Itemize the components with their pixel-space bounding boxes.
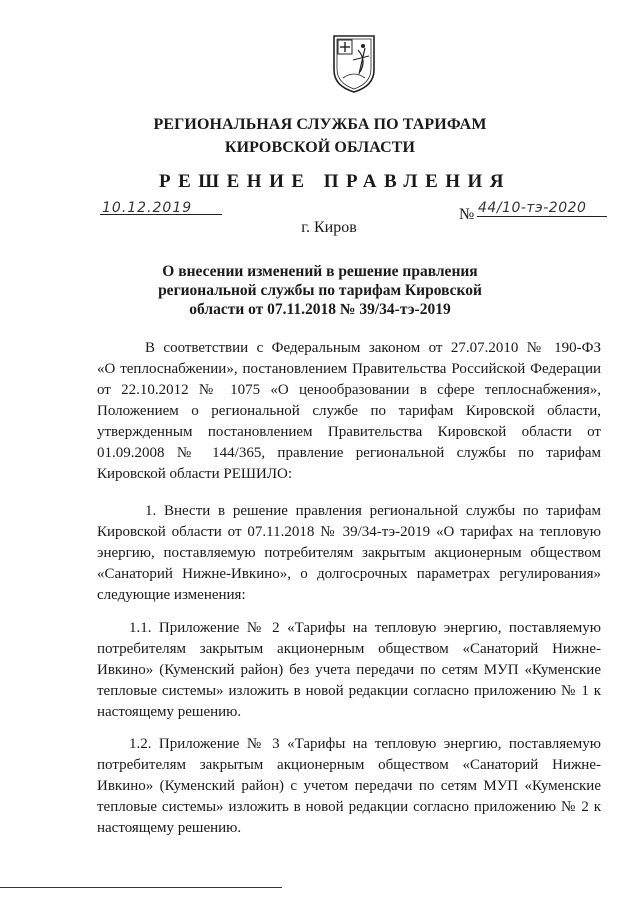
text-line: Ивкино» (Куменский район) с учетом передачи по сетям МУП «Куменские bbox=[97, 778, 601, 794]
text-line: Положением о региональной службе по тарифам Кировской области, bbox=[97, 403, 601, 419]
city-name: г. Киров bbox=[301, 219, 357, 236]
footer-divider bbox=[0, 887, 282, 888]
text-line: В соответствии с Федеральным законом от 27.07.2010 № 190-ФЗ bbox=[145, 340, 601, 356]
text-line: 1. Внести в решение правления региональной службы по тарифам bbox=[145, 503, 601, 519]
text-line: настоящему решению. bbox=[97, 704, 242, 720]
text-line: от 22.10.2012 № 1075 «О ценообразовании в сфере теплоснабжения», bbox=[97, 382, 601, 398]
text-line: потребителям закрытым акционерным обществом «Санаторий Нижне- bbox=[97, 757, 601, 773]
text-line: 1.1. Приложение № 2 «Тарифы на тепловую энергию, поставляемую bbox=[129, 620, 601, 636]
organization-name-line2: КИРОВСКОЙ ОБЛАСТИ bbox=[224, 139, 416, 156]
text-line: потребителям закрытым акционерным обществом «Санаторий Нижне- bbox=[97, 641, 601, 657]
preamble-paragraph bbox=[97, 338, 601, 485]
document-subject bbox=[0, 262, 640, 319]
organization-name-line1: РЕГИОНАЛЬНАЯ СЛУЖБА ПО ТАРИФАМ bbox=[153, 116, 487, 133]
text-line: 1.2. Приложение № 3 «Тарифы на тепловую энергию, поставляемую bbox=[129, 736, 601, 752]
number-sign: № bbox=[459, 206, 475, 223]
number-underline bbox=[477, 216, 607, 217]
text-line: энергию, поставляемую потребителям закрытым акционерным обществом bbox=[97, 545, 601, 561]
handwritten-document-number: 44/10-тэ-2020 bbox=[478, 200, 587, 216]
item-1-2-paragraph bbox=[97, 734, 601, 839]
text-line: тепловые системы» изложить в новой редакции согласно приложению № 2 к bbox=[97, 799, 601, 815]
text-line: Кировской области РЕШИЛО: bbox=[97, 466, 293, 482]
text-line: следующие изменения: bbox=[97, 587, 246, 603]
item-1-1-paragraph bbox=[97, 618, 601, 723]
handwritten-date: 10.12.2019 bbox=[102, 200, 193, 216]
text-line: 01.09.2008 № 144/365, правление региональной службы по тарифам bbox=[97, 445, 601, 461]
text-line: «О теплоснабжении», постановлением Правительства Российской Федерации bbox=[97, 361, 601, 377]
text-line: Ивкино» (Куменский район) без учета передачи по сетям МУП «Куменские bbox=[97, 662, 601, 678]
coat-of-arms-icon bbox=[331, 34, 377, 94]
text-line: «Санаторий Нижне-Ивкино», о долгосрочных параметрах регулирования» bbox=[97, 566, 601, 582]
subject-line: области от 07.11.2018 № 39/34-тэ-2019 bbox=[189, 301, 451, 318]
text-line: тепловые системы» изложить в новой редакции согласно приложению № 1 к bbox=[97, 683, 601, 699]
text-line: Кировской области от 07.11.2018 № 39/34-тэ-2019 «О тарифах на тепловую bbox=[97, 524, 601, 540]
subject-line: О внесении изменений в решение правления bbox=[162, 263, 478, 280]
date-underline bbox=[100, 214, 222, 215]
text-line: утвержденным постановлением Правительства Кировской области от bbox=[97, 424, 601, 440]
item-1-paragraph bbox=[97, 501, 601, 606]
document-type-title: РЕШЕНИЕ ПРАВЛЕНИЯ bbox=[158, 171, 512, 192]
subject-line: региональной службы по тарифам Кировской bbox=[158, 282, 482, 299]
text-line: настоящему решению. bbox=[97, 820, 242, 836]
